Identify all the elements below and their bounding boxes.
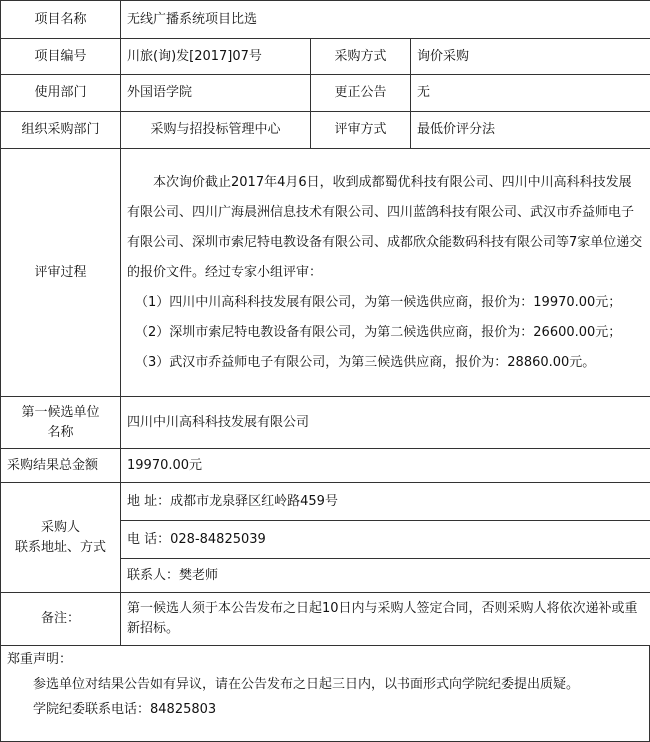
row-org-department (1, 112, 650, 149)
remarks-label: 备注： (1, 593, 121, 646)
row-remarks (1, 593, 650, 646)
review-result-item-1: （1）四川中川高科科技发展有限公司，为第一候选供应商，报价为：19970.00元； (135, 294, 622, 310)
review-process-paragraph: 本次询价截止2017年4月6日，收到成都蜀优科技有限公司、四川中川高科科技发展有限公司、四川广海晨洲信息技术有限公司、四川蓝鸽科技有限公司、武汉市乔益师电子有限公司、深圳市索尼特电教设备有限公司、成都欣众能数码科技有限公司等7家单位递交的报价文件。经过专家小组评审： (127, 174, 643, 280)
first-candidate-label-line2: 名称 (47, 424, 74, 440)
correction-notice-label: 更正公告 (311, 75, 411, 112)
review-result-item-3: （3）武汉市乔益师电子有限公司，为第三候选供应商，报价为：28860.00元。 (135, 354, 596, 370)
row-project-name (1, 1, 650, 39)
department-label: 使用部门 (1, 75, 121, 112)
purchaser-contact-person: 联系人：樊老师 (121, 559, 650, 593)
remarks-value: 第一候选人须于本公告发布之日起10日内与采购人签定合同，否则采购人将依次递补或重新招标。 (121, 593, 650, 646)
row-total-amount (1, 449, 650, 483)
row-project-no (1, 39, 650, 75)
project-no-value: 川旅(询)发[2017]07号 (121, 39, 311, 75)
project-name-value: 无线广播系统项目比选 (121, 1, 650, 39)
purchaser-contact-label-line2: 联系地址、方式 (14, 539, 106, 555)
total-amount-label: 采购结果总金额 (1, 449, 121, 483)
purchaser-contact-label (1, 483, 121, 593)
statement-body: 参选单位对结果公告如有异议，请在公告发布之日起三日内，以书面形式向学院纪委提出质疑。 (33, 677, 580, 692)
department-value: 外国语学院 (121, 75, 311, 112)
statement-title: 郑重声明： (7, 652, 73, 667)
purchaser-contact-label-line1: 采购人 (40, 519, 80, 535)
first-candidate-value: 四川中川高科科技发展有限公司 (121, 397, 650, 449)
first-candidate-label-line1: 第一候选单位 (21, 404, 100, 420)
project-name-label: 项目名称 (1, 1, 121, 39)
first-candidate-label (1, 397, 121, 449)
purchase-method-value: 询价采购 (411, 39, 650, 75)
correction-notice-value: 无 (411, 75, 650, 112)
purchaser-phone: 电 话：028-84825039 (121, 521, 650, 559)
row-department (1, 75, 650, 112)
total-amount-value: 19970.00元 (121, 449, 650, 483)
row-first-candidate (1, 397, 650, 449)
review-method-label: 评审方式 (311, 112, 411, 149)
statement-section (0, 645, 650, 742)
project-no-label: 项目编号 (1, 39, 121, 75)
review-result-item-2: （2）深圳市索尼特电教设备有限公司，为第二候选供应商，报价为：26600.00元； (135, 324, 622, 340)
review-process-label: 评审过程 (1, 149, 121, 397)
row-purchaser-address (1, 483, 650, 521)
purchase-method-label: 采购方式 (311, 39, 411, 75)
purchaser-address: 地 址：成都市龙泉驿区红岭路459号 (121, 483, 650, 521)
statement-phone: 学院纪委联系电话：84825803 (33, 702, 217, 717)
org-department-value: 采购与招投标管理中心 (121, 112, 311, 149)
review-method-value: 最低价评分法 (411, 112, 650, 149)
review-process-content (121, 149, 650, 397)
row-review-process (1, 149, 650, 397)
org-department-label: 组织采购部门 (1, 112, 121, 149)
